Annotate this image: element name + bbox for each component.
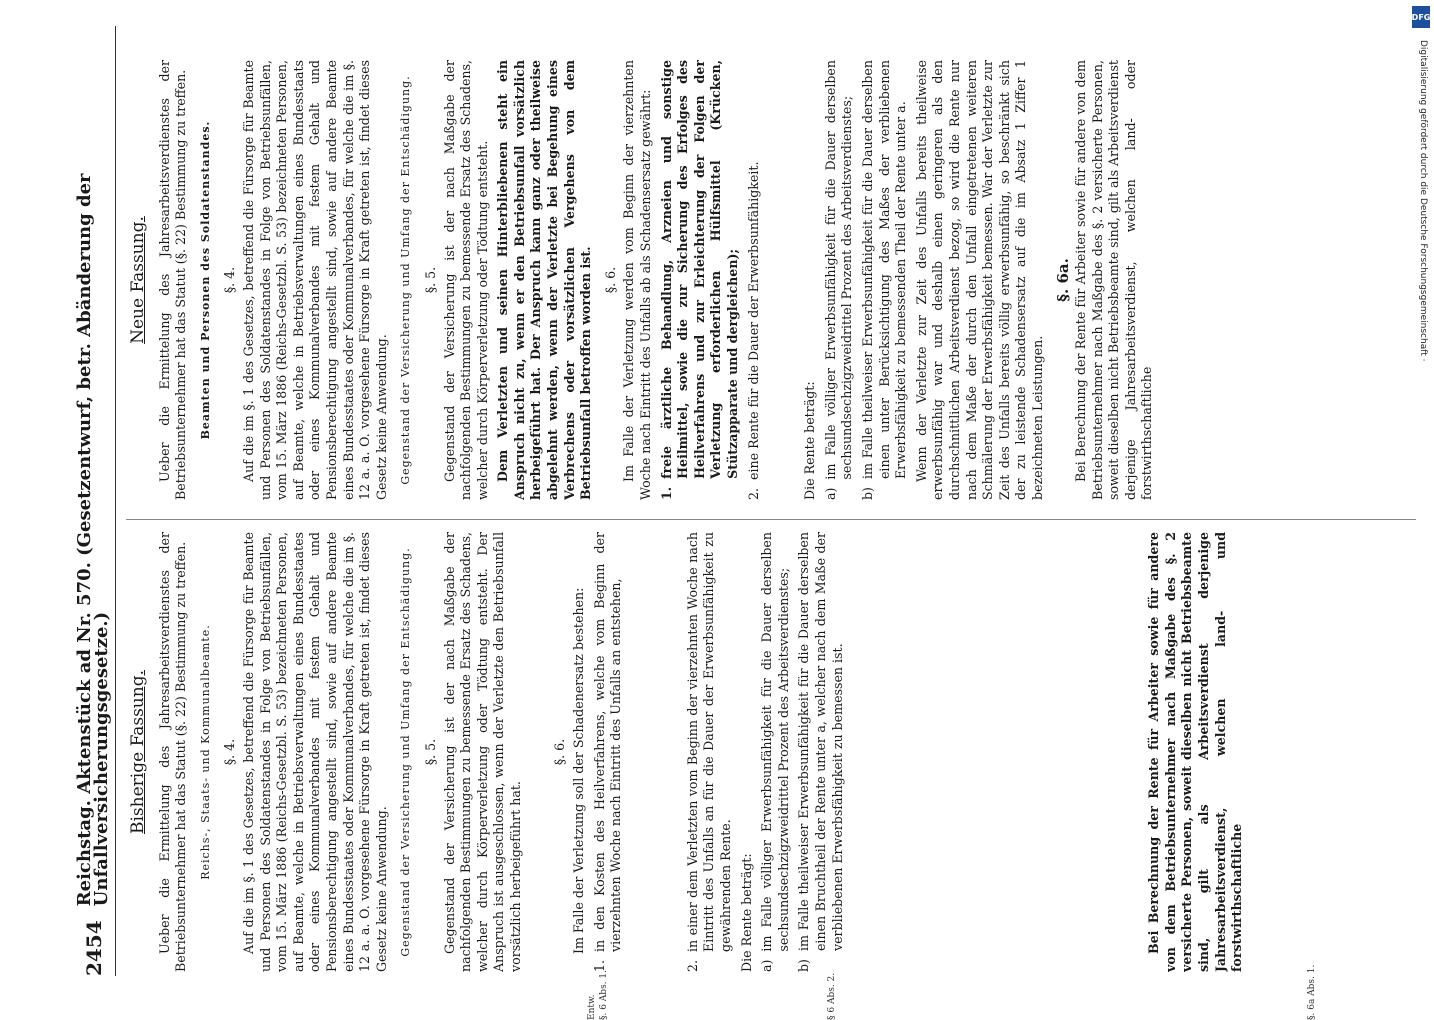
- list-number: 2.: [684, 959, 700, 972]
- paragraph: Bei Berechnung der Rente für Arbeiter sowie für andere von dem Betriebsunternehmer nach Maßgabe des §. 2 versicherte Personen, soweit dieselben nicht Betriebsbeamte sind, gilt als Arbeitsverdienst derjenige Jahresarbeitsverdienst, welchen land- und forstwirthschaftliche: [1146, 532, 1245, 972]
- item-list: [759, 532, 846, 972]
- list-item: [823, 60, 856, 500]
- list-number: a): [759, 959, 775, 972]
- column-divider: [126, 519, 1416, 520]
- list-text: in einer dem Verletzten vom Beginn der vierzehnten Woche nach Eintritt des Unfalls an für die Dauer der Erwerbsunfähigkeit zu gewährenden Rente.: [684, 532, 734, 952]
- paragraph-number: §. 4.: [222, 266, 238, 294]
- margin-ref-6a-1: §. 6a Abs. 1.: [1307, 964, 1317, 1020]
- paragraph-number: §. 4.: [222, 738, 238, 766]
- dfg-logo: DFG: [1412, 6, 1430, 28]
- list-item: [860, 60, 910, 500]
- list-item: [685, 532, 735, 972]
- list-item: [659, 60, 742, 500]
- paragraph: Auf die im §. 1 des Gesetzes, betreffend die Fürsorge für Beamte und Personen des Soldatenstandes in Folge von Betriebsunfällen, vom 15. März 1886 (Reichs-Gesetzbl. S. 53) bezeichneten Personen, auf Beamte, welche in Betriebsverwaltungen eines Bundesstaates oder eines Kommunalverbandes mit festem Gehalt und Pensionsberechtigung angestellt sind, sowie auf andere Beamte eines Bundesstaates oder Kommunalverbandes, für welche die im §. 12 a. a. O. vorgesehene Fürsorge in Kraft getreten ist, findet dieses Gesetz keine Anwendung.: [240, 532, 389, 972]
- list-number: 1.: [658, 486, 674, 500]
- list-item: [796, 532, 846, 972]
- paragraph: Auf die im §. 1 des Gesetzes, betreffend die Fürsorge für Beamte und Personen des Soldatenstandes in Folge von Betriebsunfällen, vom 15. März 1886 (Reichs-Gesetzbl. S. 53) bezeichneten Personen, auf Beamte, welche in Betriebsverwaltungen eines Bundesstaats oder eines Kommunalverbandes mit festem Gehalt und Pensionsberechtigung angestellt sind, sowie auf andere Beamte eines Bundesstaates oder Kommunalverbandes, für welche die im §. 12 a. a. O. vorgesehene Fürsorge in Kraft getreten ist, findet dieses Gesetz keine Anwendung.: [240, 60, 389, 500]
- section-heading: Gegenstand der Versicherung und Umfang der Entschädigung.: [399, 75, 413, 485]
- list-number: a): [822, 487, 838, 500]
- paragraph: Gegenstand der Versicherung ist der nach Maßgabe der nachfolgenden Bestimmungen zu bemessende Ersatz des Schadens, welcher durch Körperverletzung oder Tödtung entsteht. Der Anspruch ist ausgeschlossen, wenn der Verletzte den Betriebsunfall vorsätzlich herbeigeführt hat.: [441, 532, 523, 972]
- list-item: [759, 532, 792, 972]
- item-list: [592, 532, 735, 972]
- paragraph: Gegenstand der Versicherung ist der nach Maßgabe der nachfolgenden Bestimmungen zu bemessende Ersatz des Schadens, welcher durch Körperverletzung oder Tödtung entsteht.: [441, 60, 490, 500]
- paragraph-number: §. 5.: [422, 266, 438, 294]
- paragraph: Ueber die Ermittelung des Jahresarbeitsverdienstes der Betriebsunternehmer hat das Statut (§. 22) Bestimmung zu treffen.: [156, 60, 189, 500]
- list-number: b): [859, 487, 875, 500]
- column-title-new: Neue Fassung.: [128, 216, 148, 344]
- section-heading: Reichs-, Staats- und Kommunalbeamte.: [198, 624, 212, 880]
- list-text: freie ärztliche Behandlung, Arzneien und sonstige Heilmittel, sowie die zur Sicherung des Erfolges des Heilverfahrens und zur Erleichterung der Folgen der Verletzung erforderlichen Hülfsmittel (Krücken, Stützapparate und dergleichen);: [658, 60, 740, 479]
- list-text: im Falle theilweiser Erwerbsunfähigkeit für die Dauer derselben einen Bruchtheil der Rente unter a, welcher nach dem Maße der verbliebenen Erwerbsfähigkeit zu bemessen ist.: [796, 532, 845, 952]
- list-text: eine Rente für die Dauer der Erwerbsunfähigkeit.: [745, 161, 761, 480]
- page-number: 2454: [81, 920, 106, 976]
- paragraph: Im Falle der Verletzung soll der Schadenersatz bestehen:: [571, 587, 587, 954]
- paragraph-number: §. 6.: [602, 266, 618, 294]
- header-rule: [115, 26, 116, 976]
- section-heading: Beamten und Personen des Soldatenstandes.: [198, 120, 212, 440]
- paragraph: Im Falle der Verletzung werden vom Beginn der vierzehnten Woche nach Eintritt des Unfalls ab als Schadensersatz gewährt:: [621, 60, 654, 500]
- paragraph: Bei Berechnung der Rente für Arbeiter sowie für andere von dem Betriebsunternehmer nach Maßgabe des §. 2 versicherte Personen, soweit dieselben nicht Betriebsbeamte sind, gilt als Arbeitsverdienst derjenige Jahresarbeitsverdienst, welchen land- oder forstwirthschaftliche: [1073, 60, 1155, 500]
- scanned-page-rotated: [64, 0, 1424, 1020]
- paragraph-number: §. 5.: [422, 738, 438, 766]
- section-heading: Gegenstand der Versicherung und Umfang der Entschädigung.: [399, 547, 413, 957]
- list-item: [592, 532, 625, 972]
- document-page: [64, 0, 1424, 1020]
- list-text: im Falle völliger Erwerbsunfähigkeit für die Dauer derselben sechsundsechzigzweidrittel Prozent des Arbeitsverdienstes;: [822, 60, 855, 480]
- list-item: [746, 60, 763, 500]
- list-number: 1.: [591, 959, 607, 972]
- column-new-version: [126, 60, 1416, 500]
- list-text: im Falle völliger Erwerbsunfähigkeit für die Dauer derselben sechsundsechzigzweidrittel Prozent des Arbeitsverdienstes;: [759, 532, 791, 952]
- list-text: im Falle theilweiser Erwerbsunfähigkeit für die Dauer derselben einen unter Berücksichtigung des Maßes der verbliebenen Erwerbsfähigkeit zu bemessenden Theil der Rente unter a.: [859, 60, 909, 480]
- item-list: [823, 60, 910, 500]
- paragraph: Ueber die Ermittelung des Jahresarbeitsverdienstes der Betriebsunternehmer hat das Statut (§. 22) Bestimmung zu treffen.: [156, 532, 189, 972]
- list-number: 2.: [745, 487, 761, 500]
- margin-ref-entw: Entw.: [587, 994, 597, 1020]
- paragraph: Die Rente beträgt:: [802, 381, 818, 500]
- paragraph-emphasis: Dem Verletzten und seinen Hinterbliebenen steht ein Anspruch nicht zu, wenn er den Betriebsunfall vorsätzlich herbeigeführt hat. Der Anspruch kann ganz oder theilweise abgelehnt werden, wenn der Verletzte bei Begehung eines Verbrechens oder vorsätzlichen Vergehens von dem Betriebsunfall betroffen worden ist.: [495, 60, 594, 500]
- paragraph-number: §. 6.: [552, 738, 568, 766]
- item-list: [659, 60, 763, 500]
- list-text: in den Kosten des Heilverfahrens, welche vom Beginn der vierzehnten Woche nach Eintritt des Unfalls an entstehen,: [591, 532, 624, 952]
- digitization-credit: Digitalisierung gefördert durch die Deutsche Forschungsgemeinschaft ·: [1418, 40, 1428, 362]
- paragraph: Die Rente beträgt:: [738, 853, 754, 972]
- margin-ref-6-2: § 6 Abs. 2.: [827, 972, 837, 1020]
- column-old-version: [126, 532, 1416, 972]
- column-title-old: Bisherige Fassung.: [128, 670, 148, 834]
- list-number: b): [796, 959, 812, 972]
- margin-ref-6-1: §. 6 Abs. 1.: [599, 970, 609, 1020]
- paragraph-number: §. 6a.: [1053, 258, 1072, 302]
- paragraph: Wenn der Verletzte zur Zeit des Unfalls bereits theilweise erwerbsunfähig war und deshalb einen geringeren als den durchschnittlichen Arbeitsverdienst bezog, so wird die Rente nur nach dem Maße der durch den Unfall eingetretenen weiteren Schmälerung der Erwerbsfähigkeit bemessen. War der Verletzte zur Zeit des Unfalls bereits völlig erwerbsunfähig, so beschränkt sich der zu leistende Schadensersatz auf die im Absatz 1 Ziffer 1 bezeichneten Leistungen.: [913, 60, 1045, 500]
- page-header: [74, 26, 114, 976]
- document-title: Reichstag. Aktenstück ad Nr. 570. (Gesetzentwurf, betr. Abänderung der Unfallversicherungsgesetze.): [74, 173, 112, 907]
